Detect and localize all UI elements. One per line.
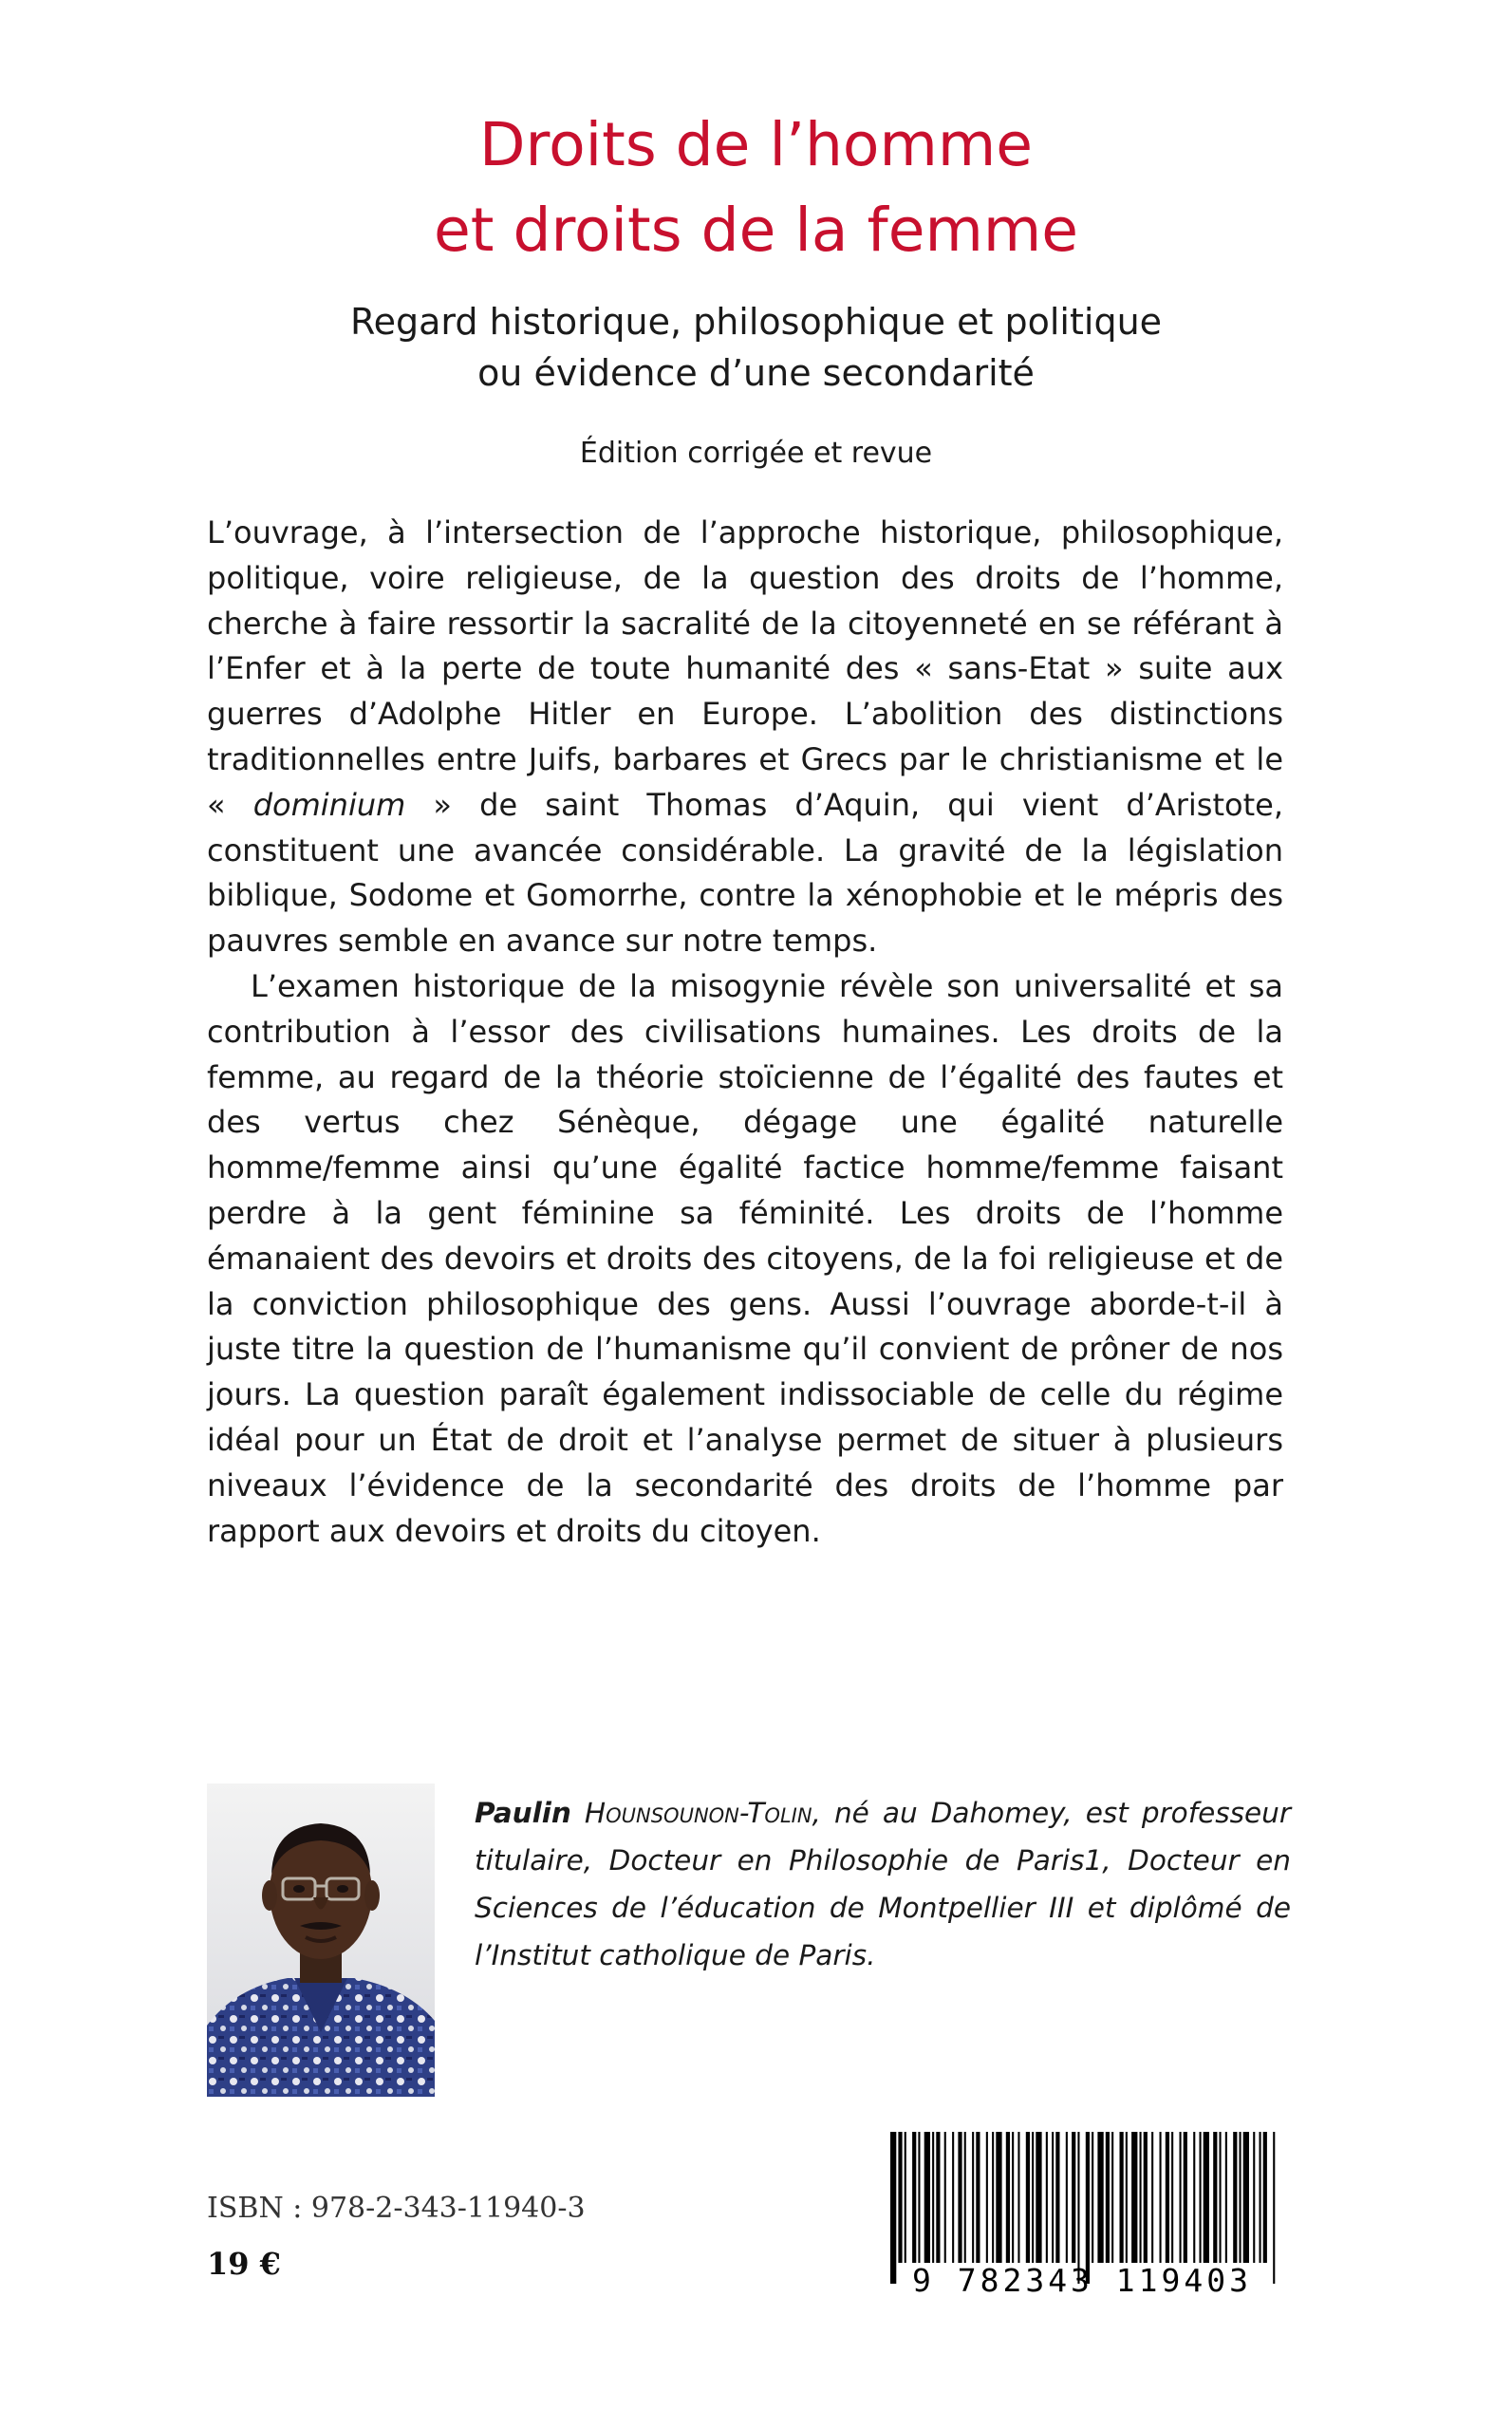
book-subtitle-line-2: ou évidence d’une secondarité: [477, 352, 1035, 394]
barcode-bar: [905, 2132, 906, 2263]
barcode-bar: [890, 2132, 896, 2284]
summary-text: [207, 511, 1283, 1554]
author-bio-text: , né au Dahomey, est professeur titulaire, Docteur en Philosophie de Paris1, Docteur en Sciences de l’éducation de Montpellier III et diplômé de l’Institut catholique de Paris.: [475, 1797, 1291, 1971]
barcode-bar: [924, 2132, 930, 2263]
author-first-name: Paulin: [475, 1797, 571, 1829]
barcode-bar: [1160, 2132, 1162, 2263]
isbn: ISBN : 978-2-343-11940-3: [207, 2192, 586, 2225]
barcode-bar: [898, 2132, 902, 2263]
edition-note: Édition corrigée et revue: [579, 437, 933, 470]
summary-paragraph-1: [207, 511, 1283, 964]
barcode-bar: [1184, 2132, 1187, 2263]
barcode-bar: [1225, 2132, 1227, 2263]
barcode-bar: [1006, 2132, 1010, 2263]
barcode-bar: [1131, 2132, 1137, 2263]
barcode-bar: [1026, 2132, 1030, 2263]
barcode-bar: [1036, 2132, 1041, 2263]
barcode-bar: [1072, 2132, 1075, 2263]
summary-paragraph-1-part-b: » de saint Thomas d’Aquin, qui vient d’Aristote, constituent une avancée considérable. La gravité de la législation biblique, Sodome et Gomorrhe, contre la xénophobie et le mépris des pauvres semble en avance sur notre temps.: [207, 786, 1284, 960]
barcode-bar: [1144, 2132, 1148, 2263]
summary-paragraph-2: L’examen historique de la misogynie révèle son universalité et sa contribution à l’essor des civilisations humaines. Les droits de la femme, au regard de la théorie stoïcienne de l’égalité des fautes et des vertus chez Sénèque, dégage une égalité naturelle homme/femme ainsi qu’une égalité factice homme/femme faisant perdre à la gent féminine sa féminité. Les droits de l’homme émanaient des devoirs et droits des citoyens, de la foi religieuse et de la conviction philosophique des gens. Aussi l’ouvrage aborde-t-il à juste titre la question de l’humanisme qu’il convient de prôner de nos jours. La question paraît également indissociable de celle du régime idéal pour un État de droit et l’analyse permet de situer à plusieurs niveaux l’évidence de la secondarité des droits de l’homme par rapport aux devoirs et droits du citoyen.: [207, 967, 1283, 1549]
barcode-bar: [1243, 2132, 1249, 2263]
barcode-bar: [1055, 2132, 1059, 2263]
barcode-bar: [932, 2132, 934, 2263]
book-title-line-2: et droits de la femme: [434, 196, 1078, 265]
barcode-bar: [996, 2132, 1001, 2263]
barcode-bar: [1097, 2132, 1103, 2263]
barcode-bar: [1263, 2132, 1267, 2263]
barcode-bar: [976, 2132, 980, 2263]
barcode-bar: [1012, 2132, 1014, 2263]
book-title-line-1: Droits de l’homme: [479, 110, 1033, 179]
barcode-bar: [944, 2132, 946, 2263]
summary-emphasis: dominium: [252, 786, 406, 823]
barcode-bar: [1120, 2132, 1124, 2263]
summary-paragraph-1-part-a: L’ouvrage, à l’intersection de l’approche historique, philosophique, politique, voire religieuse, de la question des droits de l’homme, cherche à faire ressortir la sacralité de la citoyenneté en se référant à l’Enfer et à la perte de toute humanité des « sans-Etat » suite aux guerres d’Adolphe Hitler en Europe. L’abolition des distinctions traditionnelles entre Juifs, barbares et Grecs par le christianisme et le «: [207, 514, 1283, 823]
barcode-bar: [1032, 2132, 1034, 2263]
barcode-bar: [1220, 2132, 1222, 2263]
barcode-bar: [1260, 2132, 1261, 2263]
barcode-bar: [1111, 2132, 1113, 2263]
barcode-bar: [1017, 2132, 1019, 2263]
author-last-name: Hounsounon-Tolin: [584, 1797, 812, 1829]
barcode-bar: [1200, 2132, 1202, 2263]
barcode-bar: [918, 2132, 920, 2263]
barcode-bar: [1126, 2132, 1128, 2263]
price: 19 €: [207, 2246, 281, 2282]
barcode-bar: [1052, 2132, 1054, 2263]
barcode-bar: [1086, 2132, 1090, 2284]
barcode-bar: [958, 2132, 961, 2263]
barcode-bar: [1151, 2132, 1153, 2263]
barcode-bar: [952, 2132, 954, 2263]
barcode-bar: [1166, 2132, 1169, 2263]
barcode-bar: [1213, 2132, 1217, 2263]
barcode-bar: [1180, 2132, 1182, 2263]
barcode-bar: [1240, 2132, 1241, 2263]
barcode-bar: [912, 2132, 916, 2263]
barcode-bar: [992, 2132, 994, 2263]
barcode-digits: 9 782343 119403: [911, 2262, 1252, 2299]
barcode-bar: [972, 2132, 974, 2263]
barcode-bar: [1193, 2132, 1195, 2263]
barcode-bar: [1273, 2132, 1275, 2284]
barcode-bar: [1077, 2132, 1079, 2284]
barcode-bar: [1046, 2132, 1048, 2263]
barcode-bar: [1140, 2132, 1142, 2263]
barcode-bar: [936, 2132, 940, 2263]
barcode-bar: [964, 2132, 966, 2263]
barcode-bar: [1171, 2132, 1173, 2263]
barcode-bar: [1092, 2132, 1093, 2263]
barcode-bar: [1204, 2132, 1209, 2263]
barcode-bar: [1233, 2132, 1237, 2263]
barcode-bar: [1106, 2132, 1110, 2263]
author-photo: [207, 1783, 435, 2097]
barcode-bar: [1066, 2132, 1068, 2263]
barcode-bar: [1253, 2132, 1255, 2263]
barcode-bar: [986, 2132, 988, 2263]
book-subtitle-line-1: Regard historique, philosophique et politique: [349, 301, 1163, 343]
author-bio: [475, 1789, 1291, 1979]
